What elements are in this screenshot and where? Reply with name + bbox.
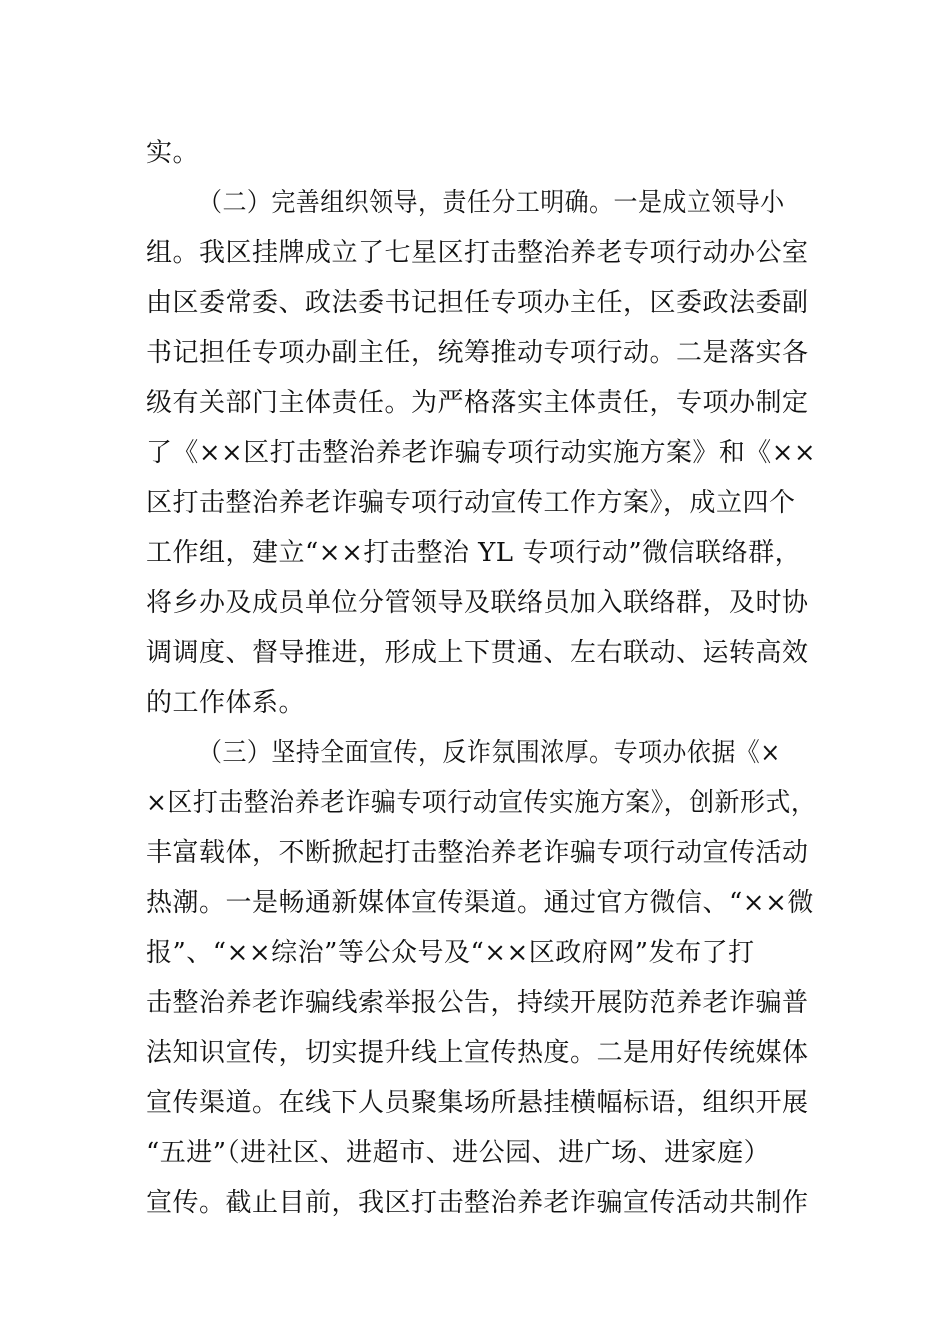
text-line: 书记担任专项办副主任，统筹推动专项行动。二是落实各 — [146, 338, 809, 368]
text-line: “五进”（进社区、进超市、进公园、进广场、进家庭） — [146, 1138, 771, 1168]
text-line: 组。我区挂牌成立了七星区打击整治养老专项行动办公室 — [146, 238, 809, 268]
section-3-heading-line: （三）坚持全面宣传，反诈氛围浓厚。专项办依据《× — [198, 738, 781, 768]
text-line: 宣传。截止目前，我区打击整治养老诈骗宣传活动共制作 — [146, 1188, 809, 1218]
text-line: 工作组，建立“××打击整治 YL 专项行动”微信联络群， — [146, 538, 802, 568]
text-line: ×区打击整治养老诈骗专项行动宣传实施方案》，创新形式， — [146, 788, 817, 818]
text-line: 宣传渠道。在线下人员聚集场所悬挂横幅标语，组织开展 — [146, 1088, 809, 1118]
text-line: 丰富载体，不断掀起打击整治养老诈骗专项行动宣传活动 — [146, 838, 809, 868]
text-line: 区打击整治养老诈骗专项行动宣传工作方案》，成立四个 — [146, 488, 796, 518]
text-line: 报”、“××综治”等公众号及“××区政府网”发布了打 — [146, 938, 755, 968]
text-line: 了《××区打击整治养老诈骗专项行动实施方案》和《×× — [146, 438, 817, 468]
text-line: 实。 — [146, 138, 200, 168]
text-line: 热潮。一是畅通新媒体宣传渠道。通过官方微信、“××微 — [146, 888, 814, 918]
text-line: 级有关部门主体责任。为严格落实主体责任，专项办制定 — [146, 388, 809, 418]
text-line: 调调度、督导推进，形成上下贯通、左右联动、运转高效 — [146, 638, 809, 668]
text-line: 法知识宣传，切实提升线上宣传热度。二是用好传统媒体 — [146, 1038, 809, 1068]
text-line: 的工作体系。 — [146, 688, 306, 718]
text-line: 由区委常委、政法委书记担任专项办主任，区委政法委副 — [146, 288, 809, 318]
text-line: 击整治养老诈骗线索举报公告，持续开展防范养老诈骗普 — [146, 988, 809, 1018]
text-line: 将乡办及成员单位分管领导及联络员加入联络群，及时协 — [146, 588, 809, 618]
section-2-heading-line: （二）完善组织领导，责任分工明确。一是成立领导小 — [198, 188, 785, 218]
